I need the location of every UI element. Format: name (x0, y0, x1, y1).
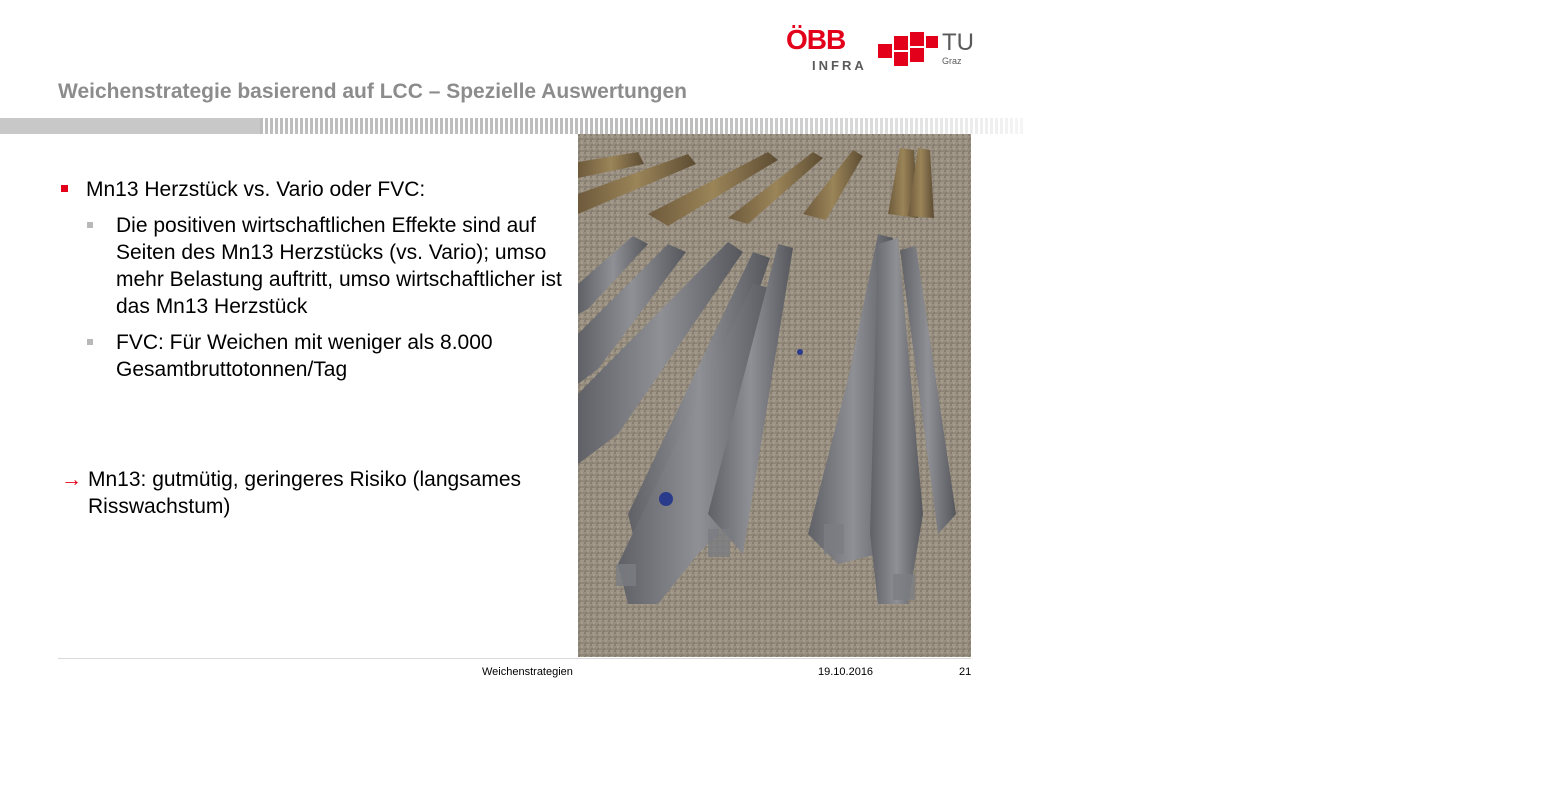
bullet-text: Mn13 Herzstück vs. Vario oder FVC: (86, 178, 426, 201)
title-stripe-fade (700, 118, 1024, 134)
sub-bullet-square-icon (87, 339, 93, 345)
conclusion-text: Mn13: gutmütig, geringeres Risiko (langsames Risswachstum) (88, 468, 522, 518)
bullet-level1 (58, 176, 578, 203)
arrow-right-icon: → (61, 468, 82, 491)
sub-bullet-square-icon (87, 222, 93, 228)
logo-area (786, 24, 976, 74)
footer-title: Weichenstrategien (482, 666, 573, 678)
bullet-square-icon (61, 185, 68, 192)
obb-infra-logo (786, 24, 878, 74)
rails-photo-image (578, 134, 971, 657)
obb-logo-mark: ÖBB (786, 24, 846, 55)
sub-bullet-text: Die positiven wirtschaftlichen Effekte sind auf Seiten des Mn13 Herzstücks (vs. Vario); umso mehr Belastung auftritt, umso wirtschaftlicher ist das Mn13 Herzstück (116, 214, 562, 318)
footer-divider (58, 658, 971, 659)
conclusion-item (58, 466, 608, 520)
sub-bullet (58, 212, 578, 320)
tu-logo-text: TU (942, 29, 974, 56)
page-number: 21 (959, 666, 972, 678)
tu-logo-graz: Graz (942, 56, 962, 66)
sub-bullet-text: FVC: Für Weichen mit weniger als 8.000 Gesamtbruttotonnen/Tag (116, 331, 493, 381)
bullet-list (58, 176, 578, 383)
sub-bullet (58, 329, 578, 383)
footer-date: 19.10.2016 (818, 666, 874, 678)
photo-credit: Wiesmann (1517, 779, 1545, 785)
tu-graz-pixel-icon (878, 32, 942, 72)
tu-graz-logo (878, 29, 978, 74)
obb-logo-infra: INFRA (812, 58, 867, 73)
slide-title: Weichenstrategie basierend auf LCC – Spezielle Auswertungen (58, 80, 687, 103)
